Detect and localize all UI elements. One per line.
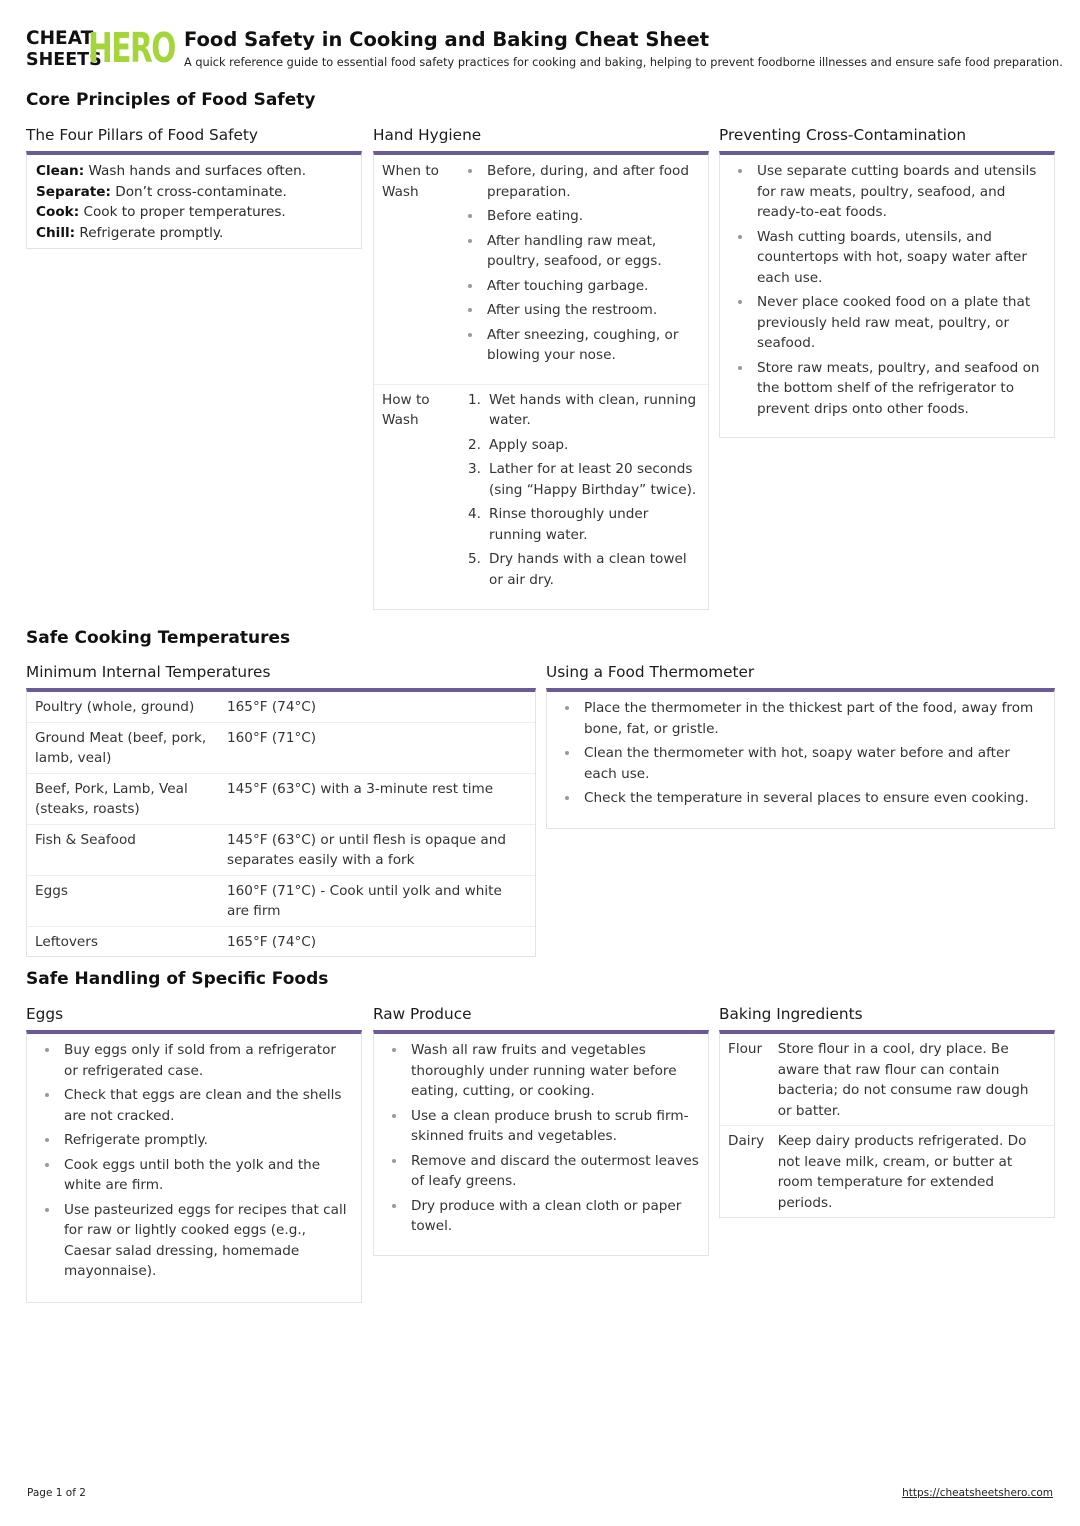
table-row (720, 1034, 1054, 1126)
food-cell: Fish & Seafood (35, 831, 136, 848)
card-title: Eggs (26, 1005, 64, 1023)
list-item: 4. Rinse thoroughly under running water. (468, 506, 649, 543)
site-link[interactable]: https://cheatsheetshero.com (902, 1487, 1053, 1499)
card-body (373, 151, 709, 610)
card-body (719, 151, 1055, 438)
table-row (27, 825, 535, 876)
produce-list (384, 1040, 700, 1237)
ingredient-value: Keep dairy products refrigerated. Do not leave milk, cream, or butter at room temperature for extended periods. (777, 1133, 1027, 1211)
pillar-item: Cook: Cook to proper temperatures. (36, 204, 286, 220)
list-item: Check that eggs are clean and the shells are not cracked. (37, 1085, 353, 1126)
list-item: Place the thermometer in the thickest part of the food, away from bone, fat, or gristle. (557, 698, 1046, 739)
section-title-core: Core Principles of Food Safety (26, 90, 316, 110)
header (26, 24, 1063, 72)
list-item: Before eating. (460, 206, 700, 227)
cross-contamination-list (730, 161, 1046, 419)
card-title: Minimum Internal Temperatures (26, 663, 271, 681)
card-raw-produce (373, 1005, 709, 1256)
eggs-list (37, 1040, 353, 1282)
card-baking-ingredients (719, 1005, 1055, 1218)
card-eggs (26, 1005, 362, 1303)
temp-cell: 145°F (63°C) with a 3-minute rest time (227, 780, 494, 797)
card-title: Using a Food Thermometer (546, 663, 755, 681)
list-item: 1. Wet hands with clean, running water. (468, 391, 697, 428)
card-body (546, 688, 1055, 829)
list-item: Dry produce with a clean cloth or paper towel. (384, 1196, 700, 1237)
page-subtitle: A quick reference guide to essential food safety practices for cooking and baking, helping to prevent foodborne illnesses and ensure safe food preparation. (184, 56, 1063, 69)
food-cell: Beef, Pork, Lamb, Veal (steaks, roasts) (35, 780, 188, 817)
list-item: Cook eggs until both the yolk and the white are firm. (37, 1155, 353, 1196)
pillar-item: Separate: Don’t cross-contaminate. (36, 183, 287, 200)
kv-key: How to Wash (382, 391, 430, 428)
kv-key: When to Wash (382, 163, 440, 200)
food-cell: Poultry (whole, ground) (35, 699, 195, 715)
kv-row-how (374, 385, 708, 610)
card-body (26, 688, 536, 957)
card-body (373, 1030, 709, 1256)
logo-hero-text: HERO (88, 24, 175, 72)
table-row (27, 774, 535, 825)
list-item: Clean the thermometer with hot, soapy water before and after each use. (557, 743, 1046, 784)
pillar-item: Chill: Refrigerate promptly. (36, 224, 224, 241)
cheatsheetshero-logo[interactable] (26, 24, 175, 72)
card-title: The Four Pillars of Food Safety (26, 126, 258, 144)
table-row (27, 692, 535, 723)
logo-sheets-text: SHEETS (26, 50, 102, 70)
card-thermometer (546, 663, 1055, 829)
logo-cheat-text: CHEAT (26, 28, 94, 49)
when-to-wash-list (460, 161, 700, 366)
list-item: Never place cooked food on a plate that previously held raw meat, poultry, or seafood. (730, 292, 1046, 354)
temp-cell: 165°F (74°C) (227, 933, 317, 950)
list-item: Check the temperature in several places to ensure even cooking. (557, 788, 1046, 809)
table-row (27, 876, 535, 927)
kv-value (460, 161, 708, 370)
card-title: Preventing Cross-Contamination (719, 126, 967, 144)
card-cross-contamination (719, 126, 1055, 438)
card-min-temps (26, 663, 536, 957)
temp-cell: 160°F (71°C) - Cook until yolk and white are firm (227, 882, 502, 919)
list-item: After sneezing, coughing, or blowing your nose. (460, 325, 700, 366)
food-cell: Ground Meat (beef, pork, lamb, veal) (35, 729, 207, 766)
list-item: 3. Lather for at least 20 seconds (sing “Happy Birthday” twice). (468, 461, 697, 498)
food-cell: Eggs (35, 882, 68, 899)
section-title-handling: Safe Handling of Specific Foods (26, 969, 329, 989)
ingredient-key: Dairy (728, 1133, 765, 1149)
section-title-temps: Safe Cooking Temperatures (26, 628, 291, 648)
page-number: Page 1 of 2 (27, 1487, 86, 1499)
card-body (719, 1030, 1055, 1218)
table-row (27, 927, 535, 957)
card-body (26, 1030, 362, 1303)
card-four-pillars (26, 126, 362, 249)
card-hand-hygiene (373, 126, 709, 610)
list-item: 5. Dry hands with a clean towel or air dry. (468, 551, 687, 588)
kv-row-when (374, 155, 708, 385)
how-to-wash-list (468, 390, 700, 591)
temp-cell: 165°F (74°C) (227, 699, 317, 715)
list-item: Use separate cutting boards and utensils for raw meats, poultry, seafood, and ready-to-eat foods. (730, 161, 1046, 223)
list-item: 2. Apply soap. (468, 436, 569, 453)
list-item: After using the restroom. (460, 300, 700, 321)
table-row (27, 723, 535, 774)
food-cell: Leftovers (35, 933, 98, 950)
list-item: Store raw meats, poultry, and seafood on the bottom shelf of the refrigerator to prevent drips onto other foods. (730, 358, 1046, 420)
list-item: Buy eggs only if sold from a refrigerator or refrigerated case. (37, 1040, 353, 1081)
card-title: Hand Hygiene (373, 126, 482, 144)
ingredient-value: Store flour in a cool, dry place. Be aware that raw flour can contain bacteria; do not consume raw dough or batter. (777, 1041, 1029, 1119)
table-row (720, 1126, 1054, 1217)
list-item: After touching garbage. (460, 276, 700, 297)
temp-cell: 160°F (71°C) (227, 729, 317, 746)
list-item: Use pasteurized eggs for recipes that call for raw or lightly cooked eggs (e.g., Caesar salad dressing, homemade mayonnaise). (37, 1200, 353, 1282)
card-title: Baking Ingredients (719, 1005, 863, 1023)
thermometer-list (557, 698, 1046, 809)
card-title: Raw Produce (373, 1005, 472, 1023)
list-item: Remove and discard the outermost leaves of leafy greens. (384, 1151, 700, 1192)
list-item: Use a clean produce brush to scrub firm-skinned fruits and vegetables. (384, 1106, 700, 1147)
list-item: Wash all raw fruits and vegetables thoroughly under running water before eating, cutting, or cooking. (384, 1040, 700, 1102)
list-item: Refrigerate promptly. (37, 1130, 353, 1151)
list-item: Before, during, and after food preparation. (460, 161, 700, 202)
page-title: Food Safety in Cooking and Baking Cheat Sheet (184, 28, 710, 51)
kv-value (468, 390, 708, 595)
ingredient-key: Flour (728, 1041, 763, 1057)
card-body (26, 151, 362, 249)
list-item: Wash cutting boards, utensils, and countertops with hot, soapy water after each use. (730, 227, 1046, 289)
pillar-item: Clean: Wash hands and surfaces often. (36, 163, 307, 179)
list-item: After handling raw meat, poultry, seafood, or eggs. (460, 231, 700, 272)
temp-cell: 145°F (63°C) or until flesh is opaque and separates easily with a fork (227, 831, 506, 868)
